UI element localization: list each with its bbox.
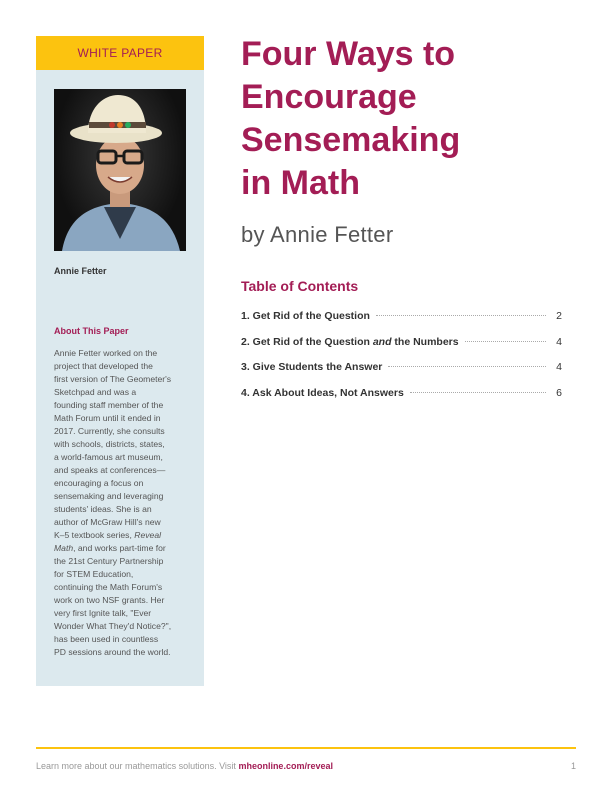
about-line-series-end — [54, 542, 190, 555]
toc-heading: Table of Contents — [241, 278, 359, 294]
author-photo — [54, 89, 186, 251]
footer-text — [36, 761, 333, 771]
footer-message: Learn more about our mathematics solutions. Visit — [36, 761, 239, 771]
white-paper-label-text: WHITE PAPER — [77, 46, 163, 60]
about-line: sensemaking and leveraging — [54, 491, 164, 501]
series-name-italic: Reveal — [134, 530, 162, 540]
footer-divider — [36, 747, 576, 749]
page-number: 1 — [570, 761, 576, 771]
about-line: Sketchpad and was a — [54, 387, 137, 397]
table-of-contents — [241, 310, 562, 412]
toc-page-number: 2 — [556, 310, 562, 322]
title-line: in Math — [241, 164, 360, 202]
toc-entry-2[interactable] — [241, 336, 562, 362]
series-name-italic-2: Math — [54, 543, 74, 553]
toc-page-number: 6 — [556, 386, 562, 399]
about-line: Wonder What They'd Notice?", — [54, 621, 172, 631]
toc-leader-dots — [465, 341, 546, 342]
toc-label-em: and — [372, 335, 392, 348]
about-line-series — [54, 529, 190, 542]
toc-page-number: 4 — [556, 335, 562, 348]
byline: by Annie Fetter — [241, 222, 394, 247]
toc-entry-4[interactable] — [241, 387, 562, 413]
author-name: Annie Fetter — [54, 266, 107, 276]
sidebar — [36, 36, 204, 686]
white-paper-label — [36, 36, 204, 70]
about-line: very first Ignite talk, "Ever — [54, 608, 152, 618]
toc-entry-label: 1. Get Rid of the Question — [241, 310, 370, 322]
about-line: PD sessions around the world. — [54, 647, 171, 657]
toc-entry-label: 4. Ask About Ideas, Not Answers — [241, 386, 404, 399]
about-line: and speaks at conferences— — [54, 465, 166, 475]
about-line: with schools, districts, states, — [54, 439, 165, 449]
about-paragraph — [54, 347, 190, 659]
about-line: work on two NSF grants. Her — [54, 595, 165, 605]
title-line: Four Ways to — [241, 35, 456, 73]
series-prefix: K–5 textbook series, — [54, 530, 135, 540]
series-suffix: , and works part-time for — [73, 543, 166, 553]
toc-entry-1[interactable] — [241, 310, 562, 336]
about-line: continuing the Math Forum's — [54, 582, 163, 592]
about-heading: About This Paper — [54, 326, 129, 336]
about-line: has been used in countless — [54, 634, 159, 644]
footer-link[interactable]: mheonline.com/reveal — [238, 761, 333, 771]
about-line: 2017. Currently, she consults — [54, 426, 165, 436]
toc-leader-dots — [376, 315, 546, 316]
toc-entry-label: 3. Give Students the Answer — [241, 361, 383, 373]
about-line: for STEM Education, — [54, 569, 134, 579]
toc-label-post: the Numbers — [391, 335, 459, 348]
toc-entry-3[interactable] — [241, 361, 562, 387]
about-line: the 21st Century Partnership — [54, 556, 164, 566]
about-line: Annie Fetter worked on the — [54, 348, 158, 358]
about-line: author of McGraw Hill's new — [54, 517, 161, 527]
title-line: Sensemaking — [241, 121, 461, 159]
title-line: Encourage — [241, 78, 417, 116]
toc-leader-dots — [410, 392, 546, 393]
about-line: first version of The Geometer's — [54, 374, 172, 384]
about-line: founding staff member of the — [54, 400, 164, 410]
toc-page-number: 4 — [556, 361, 562, 373]
toc-leader-dots — [388, 366, 546, 367]
about-line: project that developed the — [54, 361, 153, 371]
toc-entry-label — [241, 336, 459, 348]
about-line: students' ideas. She is an — [54, 504, 152, 514]
about-line: Math Forum until it ended in — [54, 413, 161, 423]
about-line: a world-famous art museum, — [54, 452, 163, 462]
page-title — [241, 33, 581, 205]
toc-label-pre: 2. Get Rid of the Question — [241, 335, 373, 348]
about-line: encouraging a focus on — [54, 478, 144, 488]
